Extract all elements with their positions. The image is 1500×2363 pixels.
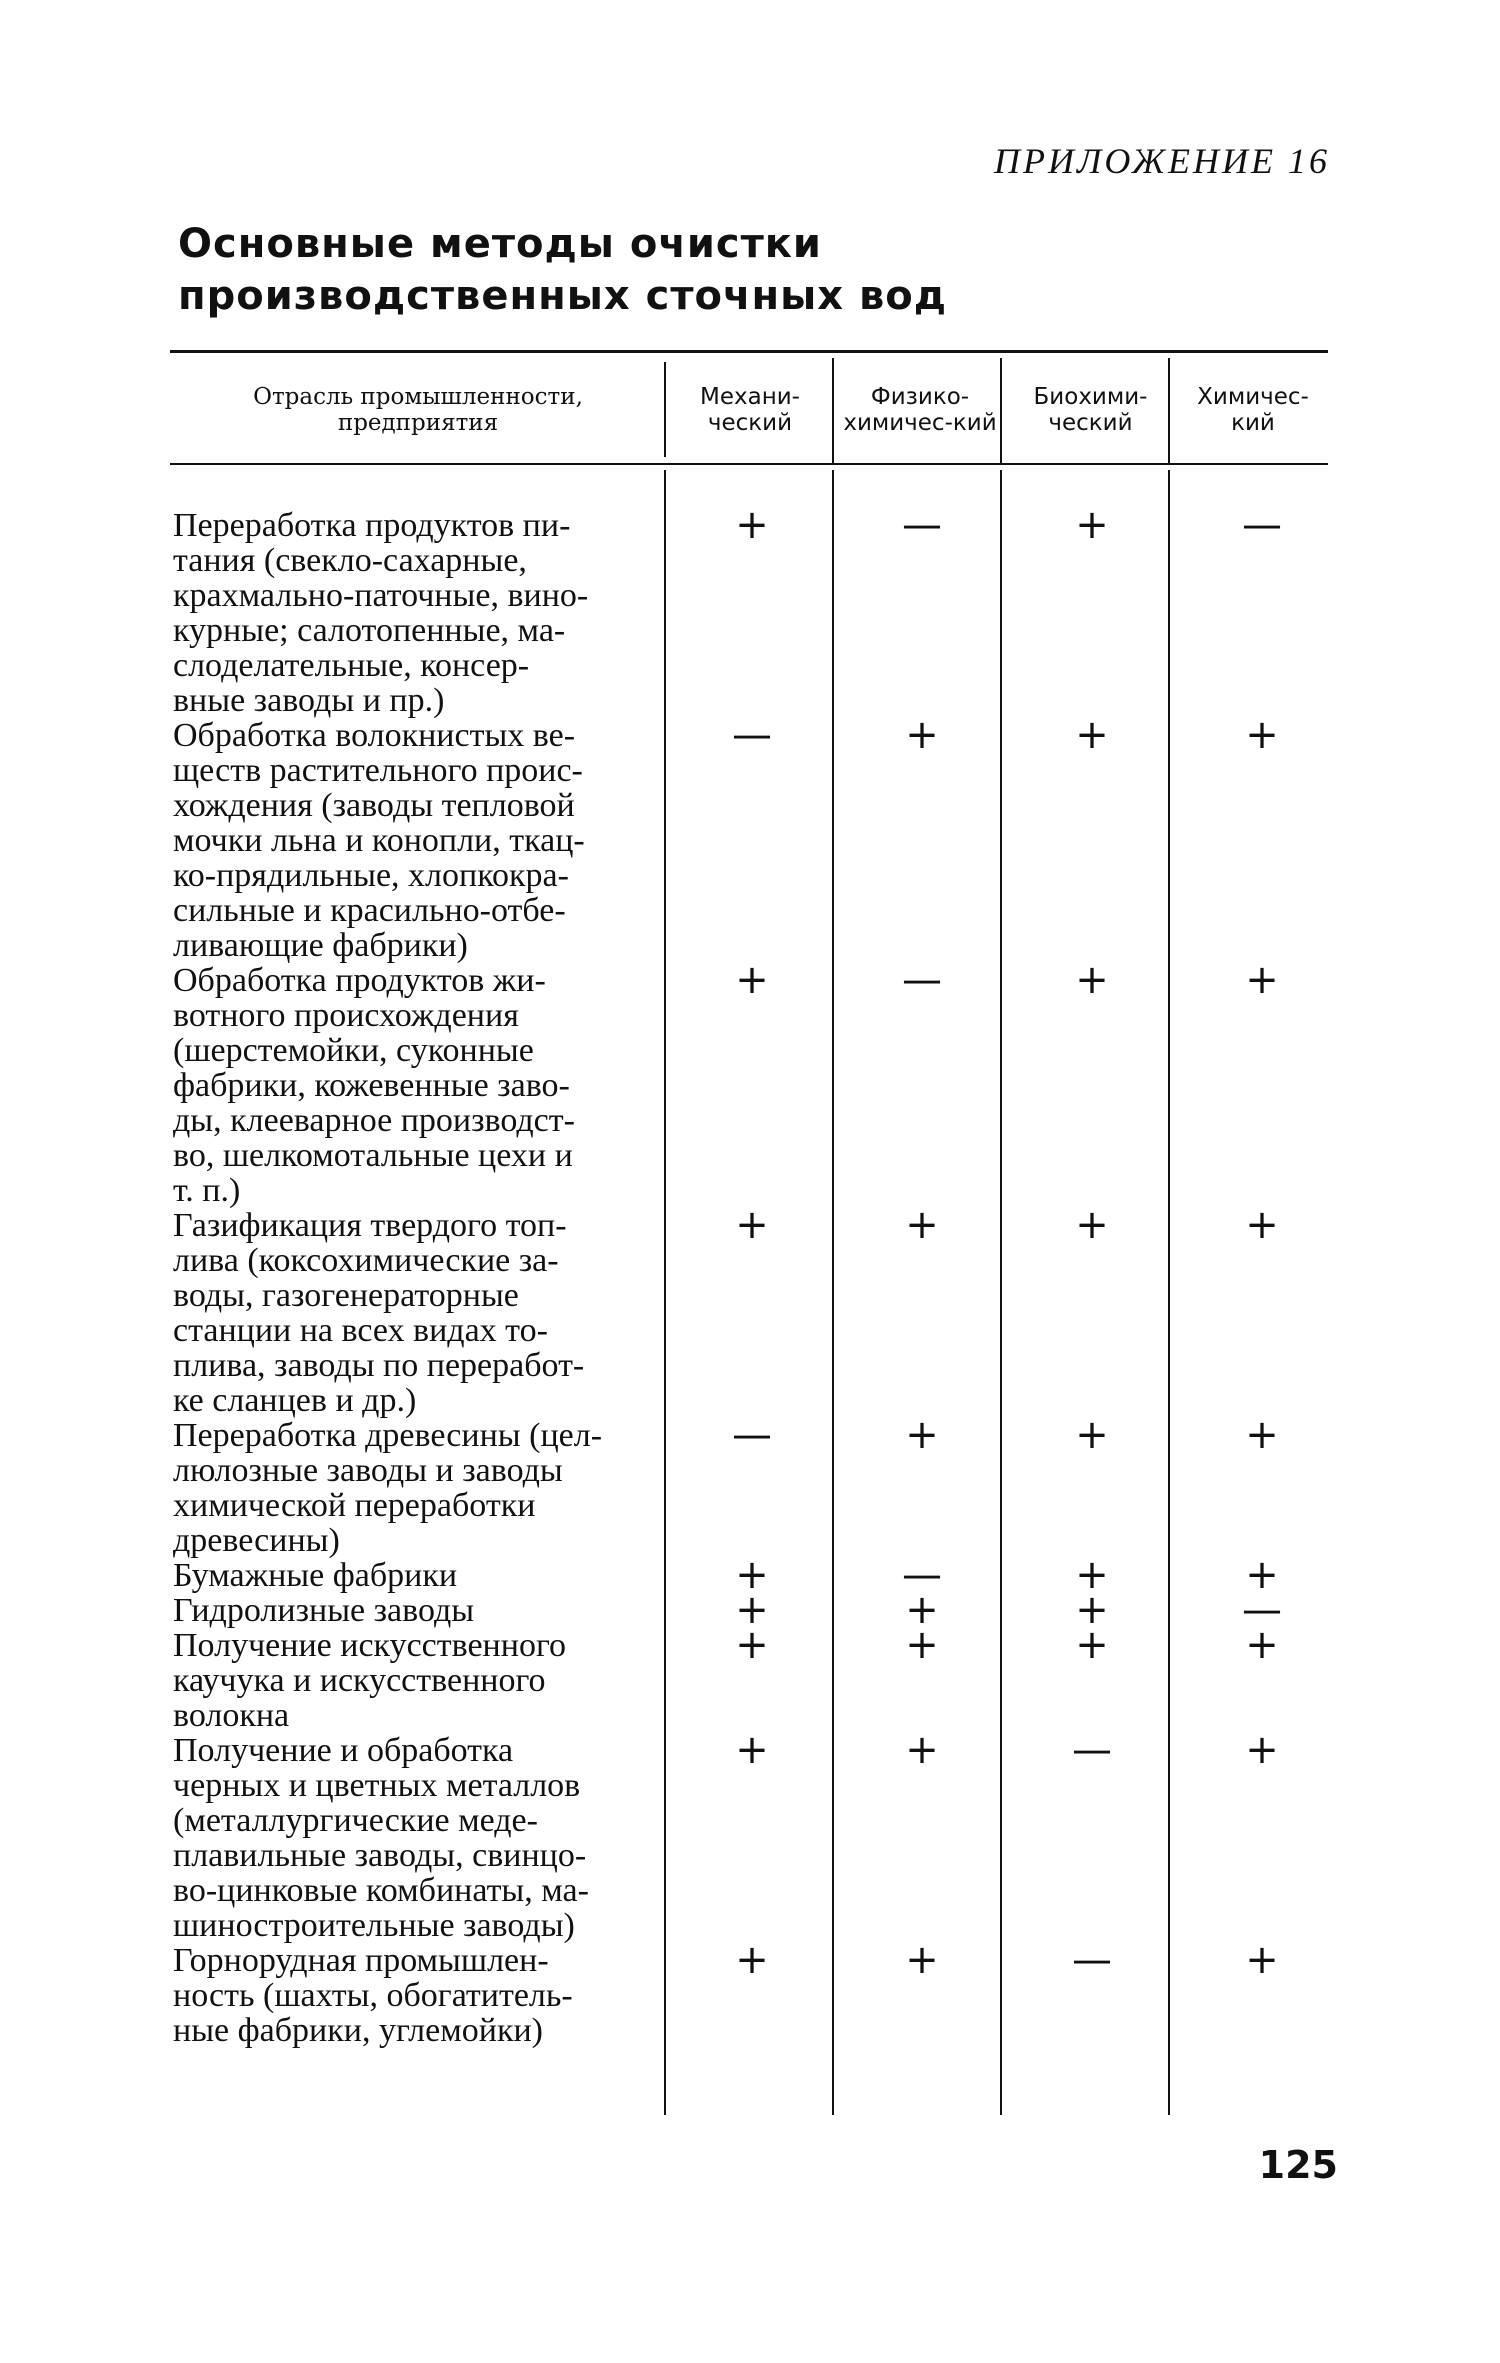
row-text-line: древесины) (173, 1522, 340, 1559)
row-text-line: Бумажные фабрики (173, 1557, 458, 1594)
table-row-industry (173, 718, 647, 963)
row-text-line: каучука и искусственного (173, 1662, 546, 1699)
row-text-line: лива (коксохимические за- (173, 1242, 559, 1279)
method-mark: + (1245, 1552, 1279, 1598)
row-text-line: Переработка продуктов пи- (173, 507, 571, 544)
table-row-industry (173, 1943, 647, 2048)
column-header-industry: Отрасль промышленности, предприятия (253, 383, 583, 436)
row-text-line: вотного происхождения (173, 997, 519, 1034)
table-row-industry (173, 1208, 647, 1418)
row-text-line: воды, газогенераторные (173, 1277, 519, 1314)
method-mark: + (905, 1937, 939, 1983)
method-mark: + (1075, 712, 1109, 758)
method-mark: + (1245, 1202, 1279, 1248)
row-text-line: Гидролизные заводы (173, 1592, 475, 1629)
row-text-line: ливающие фабрики) (173, 927, 468, 964)
header-divider (1000, 358, 1002, 463)
row-text-line: фабрики, кожевенные заво- (173, 1067, 570, 1104)
table-row-industry (173, 508, 647, 718)
method-mark: + (1245, 1412, 1279, 1458)
row-text-line: черных и цветных металлов (173, 1767, 581, 1804)
row-text-line: ществ растительного проис- (173, 752, 583, 789)
row-text-line: Переработка древесины (цел- (173, 1417, 603, 1454)
row-text-line: тания (свекло-сахарные, (173, 542, 527, 579)
method-mark: + (905, 1412, 939, 1458)
row-text-line: (шерстемойки, суконные (173, 1032, 534, 1069)
method-mark: + (735, 1552, 769, 1598)
row-text-line: шиностроительные заводы) (173, 1907, 575, 1944)
method-mark: + (905, 1587, 939, 1633)
method-mark: — (1072, 1727, 1112, 1773)
row-text-line: Обработка волокнистых ве- (173, 717, 576, 754)
page-number: 125 (1258, 2143, 1338, 2187)
header-divider (1168, 358, 1170, 463)
method-mark: + (1075, 1412, 1109, 1458)
column-divider (832, 470, 834, 2115)
method-mark: + (735, 502, 769, 548)
header-divider (664, 362, 666, 457)
method-mark: + (905, 1622, 939, 1668)
row-text-line: ды, клееварное производст- (173, 1102, 575, 1139)
method-mark: + (735, 1202, 769, 1248)
method-mark: + (1245, 712, 1279, 758)
appendix-label: ПРИЛОЖЕНИЕ 16 (994, 141, 1330, 181)
row-text-line: ке сланцев и др.) (173, 1382, 417, 1419)
row-text-line: ность (шахты, обогатитель- (173, 1977, 573, 2014)
column-header-physicochemical: Физико-химичес-кий (843, 383, 997, 436)
row-text-line: химической переработки (173, 1487, 536, 1524)
row-text-line: Получение и обработка (173, 1732, 514, 1769)
table-row-industry (173, 963, 647, 1208)
row-text-line: курные; салотопенные, ма- (173, 612, 566, 649)
row-text-line: плива, заводы по переработ- (173, 1347, 585, 1384)
method-mark: + (1245, 1727, 1279, 1773)
method-mark: — (1072, 1937, 1112, 1983)
row-text-line: ко-прядильные, хлопкокра- (173, 857, 569, 894)
method-mark: + (1075, 502, 1109, 548)
method-mark: + (1075, 1552, 1109, 1598)
table-row-industry (173, 1628, 647, 1733)
method-mark: + (1245, 1937, 1279, 1983)
method-mark: + (735, 1587, 769, 1633)
header-divider (832, 358, 834, 463)
row-text-line: во, шелкомотальные цехи и (173, 1137, 573, 1174)
column-divider (1000, 470, 1002, 2115)
method-mark: + (735, 1622, 769, 1668)
method-mark: + (1245, 1622, 1279, 1668)
row-text-line: Горнорудная промышлен- (173, 1942, 549, 1979)
row-text-line: хождения (заводы тепловой (173, 787, 575, 824)
column-header-biochemical: Биохими-ческий (1033, 383, 1148, 436)
method-mark: — (1242, 502, 1282, 548)
row-text-line: вные заводы и пр.) (173, 682, 445, 719)
row-text-line: плавильные заводы, свинцо- (173, 1837, 587, 1874)
table-row-industry (173, 1558, 647, 1593)
title-line-2: производственных сточных вод (178, 273, 948, 319)
column-header-chemical: Химичес-кий (1197, 383, 1309, 436)
table-header-rule (170, 463, 1328, 465)
table-row-industry (173, 1733, 647, 1943)
method-mark: + (905, 712, 939, 758)
method-mark: + (905, 1202, 939, 1248)
method-mark: + (1245, 957, 1279, 1003)
row-text-line: сильные и красильно-отбе- (173, 892, 566, 929)
title-line-1: Основные методы очистки (178, 221, 822, 267)
table-row-industry (173, 1593, 647, 1628)
method-mark: — (732, 1412, 772, 1458)
method-mark: + (735, 1727, 769, 1773)
method-mark: — (902, 502, 942, 548)
row-text-line: Обработка продуктов жи- (173, 962, 546, 999)
row-text-line: мочки льна и конопли, ткац- (173, 822, 585, 859)
row-text-line: во-цинковые комбинаты, ма- (173, 1872, 589, 1909)
row-text-line: станции на всех видах то- (173, 1312, 548, 1349)
row-text-line: люлозные заводы и заводы (173, 1452, 563, 1489)
row-text-line: крахмально-паточные, вино- (173, 577, 589, 614)
method-mark: + (1075, 1587, 1109, 1633)
method-mark: + (1075, 1202, 1109, 1248)
method-mark: + (905, 1727, 939, 1773)
row-text-line: слоделательные, консер- (173, 647, 530, 684)
method-mark: — (732, 712, 772, 758)
column-divider (1168, 470, 1170, 2115)
column-header-mechanical: Механи-ческий (700, 383, 800, 436)
row-text-line: Получение искусственного (173, 1627, 567, 1664)
row-text-line: ные фабрики, углемойки) (173, 2012, 543, 2049)
method-mark: + (1075, 1622, 1109, 1668)
method-mark: + (735, 1937, 769, 1983)
row-text-line: Газификация твердого топ- (173, 1207, 567, 1244)
method-mark: + (735, 957, 769, 1003)
method-mark: + (1075, 957, 1109, 1003)
page-title (178, 218, 947, 322)
method-mark: — (1242, 1587, 1282, 1633)
method-mark: — (902, 1552, 942, 1598)
row-text-line: волокна (173, 1697, 290, 1734)
row-text-line: (металлургические меде- (173, 1802, 538, 1839)
table-top-rule (170, 350, 1328, 353)
method-mark: — (902, 957, 942, 1003)
table-row-industry (173, 1418, 647, 1558)
row-text-line: т. п.) (173, 1172, 241, 1209)
column-divider (664, 470, 666, 2115)
